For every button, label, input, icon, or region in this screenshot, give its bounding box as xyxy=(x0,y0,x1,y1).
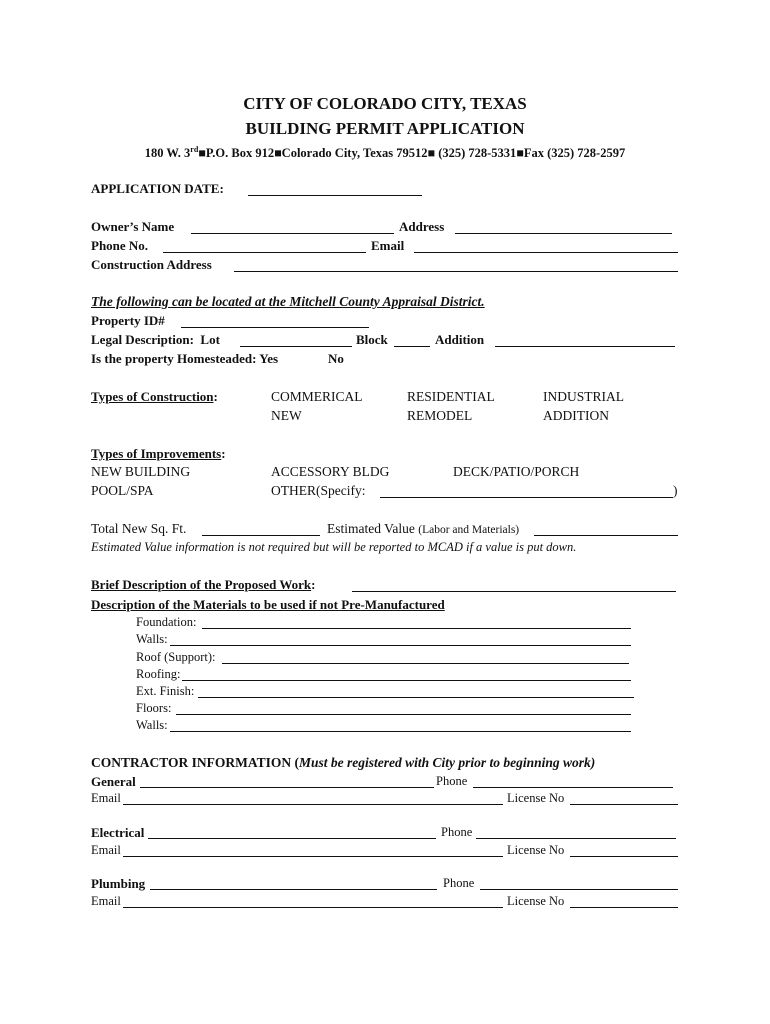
addition-field[interactable] xyxy=(495,346,675,347)
address-superscript: rd xyxy=(190,145,199,154)
materials-label: Description of the Materials to be used if not Pre-Manufactured xyxy=(91,597,445,612)
material-ext-finish-field[interactable] xyxy=(198,697,634,698)
contractor-heading-note: Must be registered with City prior to beginning work) xyxy=(299,755,596,770)
estimated-value-text: Estimated Value xyxy=(327,521,415,536)
brief-description-field[interactable] xyxy=(352,591,676,592)
legal-description-label: Legal Description: Lot xyxy=(91,332,220,347)
electrical-license-field[interactable] xyxy=(570,856,678,857)
material-ext-finish-label: Ext. Finish: xyxy=(136,684,195,698)
general-license-field[interactable] xyxy=(570,804,678,805)
owner-address-label: Address xyxy=(399,219,445,234)
homestead-question: Is the property Homesteaded: Yes xyxy=(91,351,279,366)
electrical-phone-label: Phone xyxy=(441,825,473,839)
plumbing-license-label: License No xyxy=(507,894,565,908)
general-phone-label: Phone xyxy=(436,774,468,788)
form-title-line2: BUILDING PERMIT APPLICATION xyxy=(245,119,525,138)
appraisal-note: The following can be located at the Mitchell County Appraisal District. xyxy=(91,294,485,309)
block-field[interactable] xyxy=(394,346,430,347)
contractor-heading-text: CONTRACTOR INFORMATION ( xyxy=(91,755,300,770)
estimated-value-field[interactable] xyxy=(534,535,678,536)
other-specify-field[interactable] xyxy=(380,497,673,498)
email-field[interactable] xyxy=(414,252,678,253)
general-contractor-label: General xyxy=(91,774,136,789)
option-new[interactable]: NEW xyxy=(271,408,302,423)
material-walls2-label: Walls: xyxy=(136,718,168,732)
application-date-label: APPLICATION DATE: xyxy=(91,181,224,196)
electrical-email-field[interactable] xyxy=(123,856,503,857)
electrical-license-label: License No xyxy=(507,843,565,857)
plumbing-email-field[interactable] xyxy=(123,907,503,908)
general-email-label: Email xyxy=(91,791,121,805)
material-walls-label: Walls: xyxy=(136,632,168,646)
homestead-no[interactable]: No xyxy=(328,351,344,366)
estimated-value-note: (Labor and Materials) xyxy=(418,524,520,536)
plumbing-phone-field[interactable] xyxy=(480,889,678,890)
sqft-label: Total New Sq. Ft. xyxy=(91,521,187,536)
material-floors-field[interactable] xyxy=(176,714,631,715)
material-walls-field[interactable] xyxy=(170,645,631,646)
material-foundation-field[interactable] xyxy=(202,628,631,629)
general-license-label: License No xyxy=(507,791,565,805)
material-roofing-field[interactable] xyxy=(182,680,631,681)
electrical-contractor-label: Electrical xyxy=(91,825,145,840)
option-residential[interactable]: RESIDENTIAL xyxy=(407,389,495,404)
brief-description-text: Brief Description of the Proposed Work xyxy=(91,577,312,592)
brief-description-label xyxy=(91,577,316,593)
plumbing-license-field[interactable] xyxy=(570,907,678,908)
other-close-paren: ) xyxy=(673,483,678,498)
construction-types-text: Types of Construction xyxy=(91,389,214,404)
form-title-line1: CITY OF COLORADO CITY, TEXAS xyxy=(243,94,527,113)
application-date-field[interactable] xyxy=(248,195,422,196)
lot-field[interactable] xyxy=(240,346,352,347)
phone-field[interactable] xyxy=(163,252,366,253)
electrical-phone-field[interactable] xyxy=(476,838,676,839)
property-id-label: Property ID# xyxy=(91,313,165,328)
material-walls2-field[interactable] xyxy=(170,731,631,732)
material-roof-support-field[interactable] xyxy=(222,663,629,664)
option-pool-spa[interactable]: POOL/SPA xyxy=(91,483,154,498)
address-street: 180 W. 3 xyxy=(144,146,191,161)
option-deck-patio-porch[interactable]: DECK/PATIO/PORCH xyxy=(453,464,580,479)
phone-label: Phone No. xyxy=(91,238,149,253)
material-foundation-label: Foundation: xyxy=(136,615,197,629)
email-label: Email xyxy=(371,238,405,253)
plumbing-contractor-label: Plumbing xyxy=(91,876,146,891)
address-details: ■P.O. Box 912■Colorado City, Texas 79512■ (325) 728-5331■Fax (325) 728-2597 xyxy=(198,146,626,161)
electrical-contractor-field[interactable] xyxy=(148,838,436,839)
estimated-value-label xyxy=(327,521,519,537)
addition-label: Addition xyxy=(435,332,485,347)
option-commercial[interactable]: COMMERICAL xyxy=(271,389,363,404)
option-other-label: OTHER(Specify: xyxy=(271,483,366,498)
property-id-field[interactable] xyxy=(181,327,369,328)
improvement-types-text: Types of Improvements xyxy=(91,446,222,461)
construction-address-field[interactable] xyxy=(234,271,678,272)
option-accessory-bldg[interactable]: ACCESSORY BLDG xyxy=(271,464,390,479)
improvement-types-colon: : xyxy=(221,446,226,461)
city-address-line xyxy=(0,145,770,161)
option-new-building[interactable]: NEW BUILDING xyxy=(91,464,191,479)
general-email-field[interactable] xyxy=(123,804,503,805)
owner-name-label: Owner’s Name xyxy=(91,219,175,234)
plumbing-email-label: Email xyxy=(91,894,121,908)
option-industrial[interactable]: INDUSTRIAL xyxy=(543,389,624,404)
construction-address-label: Construction Address xyxy=(91,257,212,272)
owner-name-field[interactable] xyxy=(191,233,394,234)
material-roof-support-label: Roof (Support): xyxy=(136,650,216,664)
improvement-types-label xyxy=(91,446,226,462)
brief-description-colon: : xyxy=(311,577,316,592)
general-contractor-field[interactable] xyxy=(140,787,434,788)
block-label: Block xyxy=(356,332,388,347)
plumbing-phone-label: Phone xyxy=(443,876,475,890)
electrical-email-label: Email xyxy=(91,843,121,857)
general-phone-field[interactable] xyxy=(473,787,673,788)
construction-types-colon: : xyxy=(213,389,218,404)
owner-address-field[interactable] xyxy=(455,233,672,234)
material-floors-label: Floors: xyxy=(136,701,172,715)
sqft-field[interactable] xyxy=(202,535,320,536)
value-disclaimer: Estimated Value information is not required but will be reported to MCAD if a value is put down. xyxy=(91,540,577,554)
option-addition[interactable]: ADDITION xyxy=(543,408,609,423)
material-roofing-label: Roofing: xyxy=(136,667,181,681)
plumbing-contractor-field[interactable] xyxy=(150,889,437,890)
contractor-heading xyxy=(91,755,595,771)
option-remodel[interactable]: REMODEL xyxy=(407,408,473,423)
construction-types-label xyxy=(91,389,218,405)
